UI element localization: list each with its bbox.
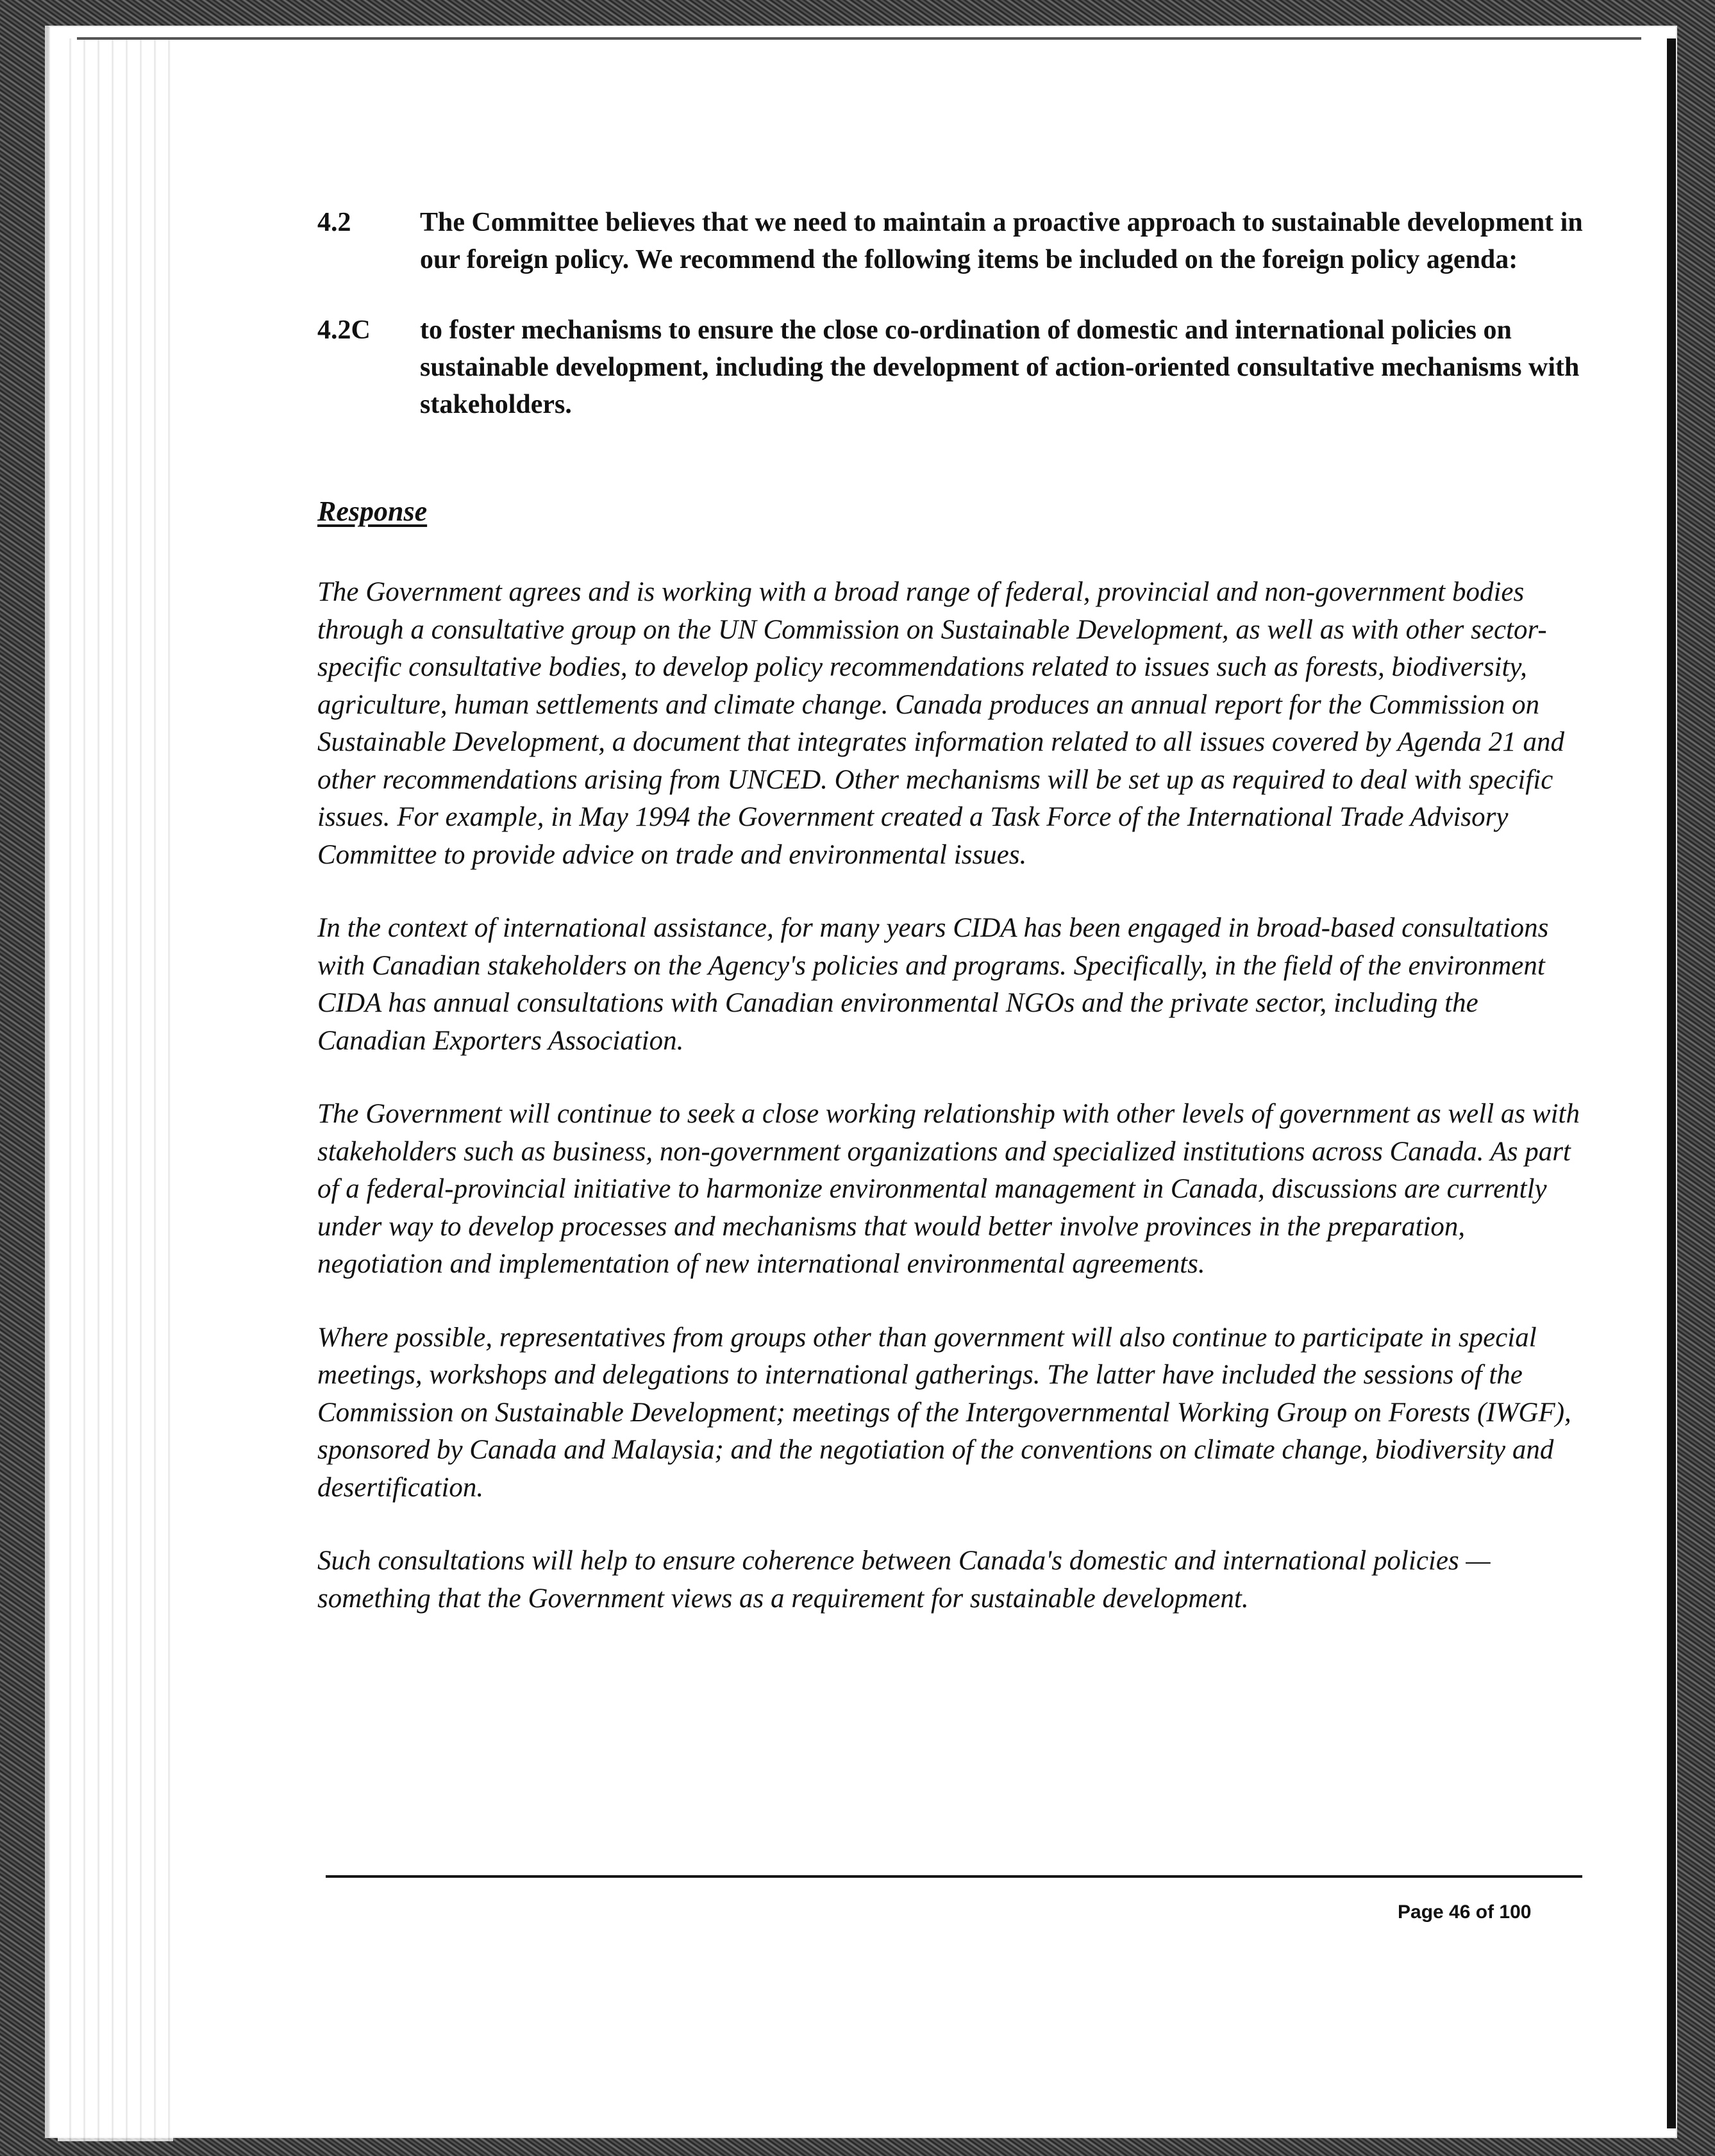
recommendation-4-2c xyxy=(317,312,1590,423)
document-content xyxy=(317,204,1590,1645)
response-heading: Response xyxy=(317,496,428,527)
response-paragraph: In the context of international assistance, for many years CIDA has been engaged in broad-based consultations with Canadian stakeholders on the Agency's policies and programs. Specifically, in the field of the environment CIDA has annual consultations with Canadian environmental NGOs and the private sector, including the Canadian Exporters Association. xyxy=(317,913,1549,1056)
page-number: Page 46 of 100 xyxy=(1398,1901,1532,1923)
page-stack-edge xyxy=(58,38,173,2141)
response-paragraph: Such consultations will help to ensure coherence between Canada's domestic and international policies — something that the Government views as a requirement for sustainable development. xyxy=(317,1546,1491,1614)
response-paragraph: The Government will continue to seek a close working relationship with other levels of government as well as with stakeholders such as business, non-government organizations and specialized institutions across Canada. As part of a federal-provincial initiative to harmonize environmental management in Canada, discussions are currently under way to develop processes and mechanisms that would better involve provinces in the preparation, negotiation and implementation of new international environmental agreements. xyxy=(317,1099,1580,1279)
recommendation-number: 4.2C xyxy=(317,315,371,345)
binding-edge xyxy=(1667,38,1676,2128)
top-border-line xyxy=(77,37,1641,40)
response-paragraph: The Government agrees and is working with a broad range of federal, provincial and non-government bodies through a consultative group on the UN Commission on Sustainable Development, as well as with other sector-specific consultative bodies, to develop policy recommendations related to issues such as forests, biodiversity, agriculture, human settlements and climate change. Canada produces an annual report for the Commission on Sustainable Development, a document that integrates information related to all issues covered by Agenda 21 and other recommendations arising from UNCED. Other mechanisms will be set up as required to deal with specific issues. For example, in May 1994 the Government created a Task Force of the International Trade Advisory Committee to provide advice on trade and environmental issues. xyxy=(317,577,1565,870)
recommendation-4-2 xyxy=(317,204,1590,278)
response-body xyxy=(317,574,1590,1617)
footer-rule xyxy=(326,1875,1582,1878)
response-paragraph: Where possible, representatives from groups other than government will also continue to participate in special meetings, workshops and delegations to international gatherings. The latter have included the sessions of the Commission on Sustainable Development; meetings of the Intergovernmental Working Group on Forests (IWGF), sponsored by Canada and Malaysia; and the negotiation of the conventions on climate change, biodiversity and desertification. xyxy=(317,1322,1571,1503)
recommendation-text: to foster mechanisms to ensure the close co-ordination of domestic and international policies on sustainable development, including the development of action-oriented consultative mechanisms with stakeholders. xyxy=(420,315,1580,419)
recommendation-number: 4.2 xyxy=(317,208,351,237)
recommendation-text: The Committee believes that we need to maintain a proactive approach to sustainable development in our foreign policy. We recommend the following items be included on the foreign policy agenda: xyxy=(420,208,1583,274)
